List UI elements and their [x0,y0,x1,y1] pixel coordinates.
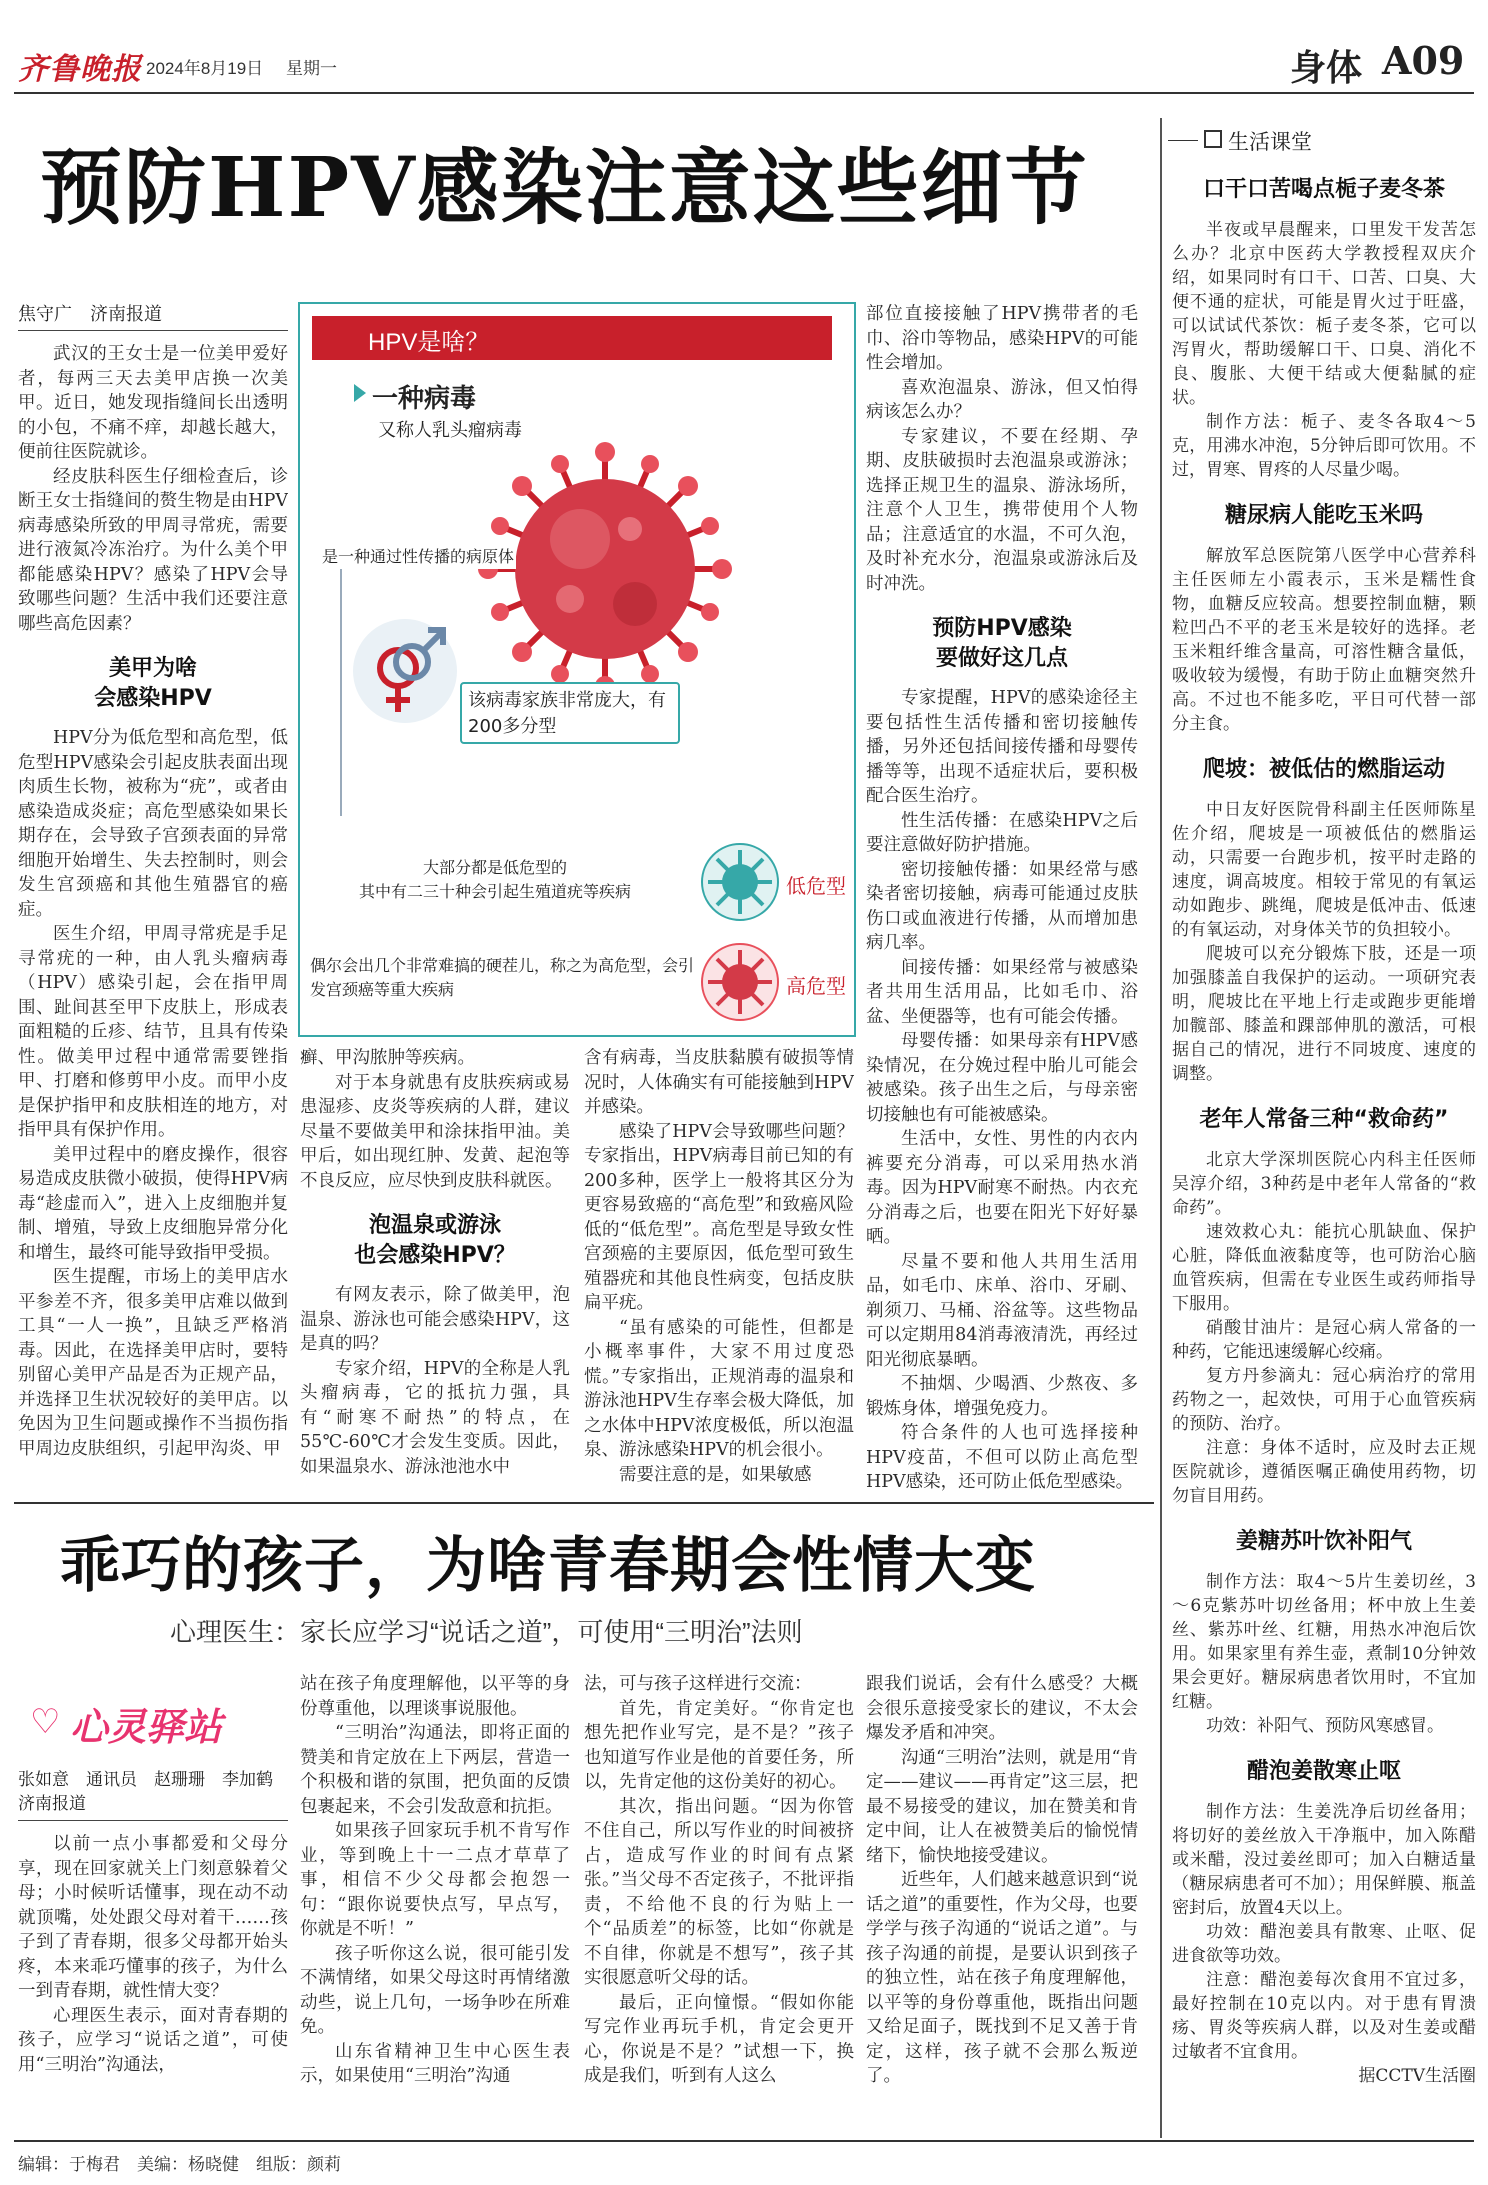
paragraph: 注意：身体不适时，应及时去正规医院就诊，遵循医嘱正确使用药物，切勿盲目用药。 [1172,1438,1476,1506]
paragraph: 间接传播：如果经常与被感染者共用生活用品，比如毛巾、浴盆、坐便器等，也有可能会传播。 [866,957,1138,1027]
paragraph: 医生介绍，甲周寻常疣是手足寻常疣的一种，由人乳头瘤病毒（HPV）感染引起，会在指甲周围、趾间甚至甲下皮肤上，形成表面粗糙的丘疹、结节，且具有传染性。做美甲过程中通常需要锉指甲、打磨和修剪甲小皮。而甲小皮是保护指甲和皮肤相连的地方，对指甲具有保护作用。 [18,924,288,1140]
paragraph: 部位直接接触了HPV携带者的毛巾、浴巾等物品，感染HPV的可能性会增加。 [866,304,1138,373]
paragraph: 以前一点小事都爱和父母分享，现在回家就关上门刻意躲着父母；小时候听话懂事，现在动不动就顶嘴，处处跟父母对着干……孩子到了青春期，很多父母都开始头疼，本来乖巧懂事的孩子，为什么一到青春期，就性情大变？ [18,1834,288,2001]
paragraph: 符合条件的人也可选择接种HPV疫苗，不但可以防止高危型HPV感染，还可防止低危型感染。 [866,1423,1138,1492]
sidebar-section-label: 生活课堂 [1228,131,1312,154]
paragraph: 复方丹参滴丸：冠心病治疗的常用药物之一，起效快，可用于心血管疾病的预防、治疗。 [1172,1366,1476,1434]
article2-subtitle: 心理医生：家长应学习“说话之道”，可使用“三明治”法则 [170,1617,803,1647]
paragraph: 密切接触传播：如果经常与感染者密切接触，病毒可能通过皮肤伤口或血液进行传播，从而增加患病几率。 [866,859,1138,953]
masthead-rule [14,92,1474,94]
sidebar-header-rule [1168,140,1198,141]
square-icon [1204,130,1222,148]
paragraph: 感染了HPV会导致哪些问题？专家指出，HPV病毒目前已知的有200多种，医学上一般将其区分为更容易致癌的“高危型”和致癌风险低的“低危型”。高危型是导致女性宫颈癌的主要原因，低危型可致生殖器疣和其他良性病变，包括皮肤扁平疣。 [584,1121,854,1313]
paragraph: 站在孩子角度理解他，以平等的身份尊重他，以理谈事说服他。 [300,1674,570,1719]
paragraph: 生活中，女性、男性的内衣内裤要充分消毒，可以采用热水消毒。因为HPV耐寒不耐热。内衣充分消毒之后，也要在阳光下好好暴晒。 [866,1129,1138,1247]
paragraph: 硝酸甘油片：是冠心病人常备的一种药，它能迅速缓解心绞痛。 [1172,1318,1476,1362]
article2-col4 [866,1672,1138,2132]
paragraph: 心理医生表示，面对青春期的孩子，应学习“说话之道”，可使用“三明治”沟通法， [18,2005,288,2075]
paragraph: 中日友好医院骨科副主任医师陈星佐介绍，爬坡是一项被低估的燃脂运动，只需要一台跑步机，按平时走路的速度，调高坡度。相较于常见的有氧运动如跑步、跳绳，爬坡是低冲击、低速的有氧运动，对身体关节的负担较小。 [1172,800,1476,940]
paragraph: 山东省精神卫生中心医生表示，如果使用“三明治”沟通 [300,2041,570,2086]
paragraph: 有网友表示，除了做美甲，泡温泉、游泳也可能会感染HPV，这是真的吗？ [300,1285,570,1354]
pathogen-label: 是一种通过性传播的病原体 [320,542,516,569]
paragraph: “虽有感染的可能性，但都是小概率事件，大家不用过度恐慌。”专家指出，正规消毒的温泉和游泳池HPV生存率会极大降低，加之水体中HPV浓度极低，所以泡温泉、游泳感染HPV的机会很小。 [584,1317,854,1460]
paragraph: 制作方法：取4～5片生姜切丝，3～6克紫苏叶切丝备用；杯中放上生姜丝、紫苏叶丝、红糖，用热水冲泡后饮用。如果家里有养生壶，煮制10分钟效果会更好。糖尿病患者饮用时，不宜加红糖。 [1172,1572,1476,1712]
article-divider [14,1502,1154,1504]
paragraph: 首先，肯定美好。“你肯定也想先把作业写完，是不是？”孩子也知道写作业是他的首要任务，所以，先肯定他的这份美好的初心。 [584,1698,854,1792]
infographic-point1-sub: 又称人乳头瘤病毒 [378,420,522,441]
subhead: 美甲为啥 会感染HPV [94,656,212,711]
article1-byline: 焦守广 济南报道 [18,300,288,331]
sidebar-item-title: 糖尿病人能吃玉米吗 [1224,503,1423,528]
issue-date: 2024年8月19日 [146,59,264,78]
paragraph: 注意：醋泡姜每次食用不宜过多，最好控制在10克以内。对于患有胃溃疡、胃炎等疾病人群，以及对生姜或醋过敏者不宜食用。 [1172,1970,1476,2062]
lowrisk-virus-icon [700,842,780,922]
paragraph: 解放军总医院第八医学中心营养科主任医师左小霞表示，玉米是糯性食物，血糖反应较高。想要控制血糖，颗粒凹凸不平的老玉米是较好的选择。老玉米粗纤维含量高，可溶性糖含量低，吸收较为缓慢，有助于防止血糖突然升高。不过也不能多吃，平日可代替一部分主食。 [1172,546,1476,734]
paragraph: 癣、甲沟脓肿等疾病。 [300,1048,475,1068]
paragraph: 经皮肤科医生仔细检查后，诊断王女士指缝间的赘生物是由HPV病毒感染所致的甲周寻常疣，需要进行液氮冷冻治疗。为什么美个甲都能感染HPV？感染了HPV会导致哪些问题？生活中我们还要注意哪些高危因素？ [18,466,288,634]
highrisk-virus-icon [700,942,780,1022]
pathogen-line [340,566,342,816]
sidebar-body [1172,160,1476,2110]
page-number: A09 [1382,38,1465,83]
heart-icon: ♡ [30,1702,61,1742]
paragraph: 不抽烟、少喝酒、少熬夜、多锻炼身体，增强免疫力。 [866,1374,1138,1419]
virus-illustration [440,434,770,704]
paragraph: 制作方法：生姜洗净后切丝备用；将切好的姜丝放入干净瓶中，加入陈醋或米醋，没过姜丝即可；加入白糖适量（糖尿病患者可不加）；用保鲜膜、瓶盖密封后，放置4天以上。 [1172,1802,1476,1918]
article1-col2 [300,1046,570,1492]
paragraph: 武汉的王女士是一位美甲爱好者，每两三天去美甲店换一次美甲。近日，她发现指缝间长出透明的小包，不痛不痒，却越长越大，便前往医院就诊。 [18,344,288,462]
article2-col3 [584,1672,854,2132]
paragraph: 沟通“三明治”法则，就是用“肯定——建议——再肯定”这三层，把最不易接受的建议，加在赞美和肯定中间，让人在被赞美后的愉悦情绪下，愉快地接受建议。 [866,1747,1138,1866]
paragraph: HPV分为低危型和高危型，低危型HPV感染会引起皮肤表面出现肉质生长物，被称为“疣”，或者由感染造成炎症；高危型感染如果长期存在，会导致子宫颈表面的异常细胞开始增生、失去控制时，则会发生宫颈癌和其他生殖器官的癌症。 [18,728,288,920]
paragraph: 最后，正向憧憬。“假如你能写完作业再玩手机，肯定会更开心，你说是不是？”试想一下，换成是我们，听到有人这么 [584,1992,854,2086]
paragraph: 功效：补阳气、预防风寒感冒。 [1206,1716,1444,1736]
paragraph: 对于本身就患有皮肤疾病或易患湿疹、皮炎等疾病的人群，建议尽量不要做美甲和涂抹指甲油。美甲后，如出现红肿、发黄、起泡等不良反应，应尽快到皮肤科就医。 [300,1072,570,1191]
lowrisk-tag: 低危型 [786,874,846,898]
article2-col2 [300,1672,570,2132]
paragraph: 含有病毒，当皮肤黏膜有破损等情况时，人体确实有可能接触到HPV并感染。 [584,1048,854,1117]
sidebar-source: 据CCTV生活圈 [1358,2066,1476,2086]
paragraph: 制作方法：栀子、麦冬各取4～5克，用沸水冲泡，5分钟后即可饮用。不过，胃寒、胃疼的人尽量少喝。 [1172,412,1476,480]
paragraph: 尽量不要和他人共用生活用品，如毛巾、床单、浴巾、牙刷、剃须刀、马桶、浴盆等。这些物品可以定期用84消毒液清洗，再经过阳光彻底暴晒。 [866,1251,1138,1370]
paper-logo: 齐鲁晚报 [18,52,142,87]
section-name: 身体 [1290,47,1363,89]
paragraph: 北京大学深圳医院心内科主任医师吴淳介绍，3种药是中老年人常备的“救命药”。 [1172,1150,1476,1218]
sidebar-header [1168,126,1478,156]
paragraph: 美甲过程中的磨皮操作，很容易造成皮肤微小破损，使得HPV病毒“趁虚而入”，进入上皮细胞并复制、增殖，导致上皮细胞异常分化和增生，最终可能导致指甲受损。 [18,1144,288,1263]
article1-col1 [18,342,288,1492]
triangle-bullet-icon [354,384,366,402]
issue-weekday: 星期一 [286,59,337,78]
paragraph: 近些年，人们越来越意识到“说话之道”的重要性，作为父母，也要学学与孩子沟通的“说话之道”。与孩子沟通的前提，是要认识到孩子的独立性，站在孩子角度理解他，以平等的身份尊重他，既指出问题又给足面子，既找到不足又善于肯定，这样，孩子就不会那么叛逆了。 [866,1870,1138,2086]
footer-credits: 编辑：于梅君 美编：杨晓健 组版：颜莉 [18,2155,341,2174]
paragraph: 速效救心丸：能抗心肌缺血、保护心脏，降低血液黏度等，也可防治心脑血管疾病，但需在专业医生或药师指导下服用。 [1172,1222,1476,1314]
sidebar-item-title: 爬坡：被低估的燃脂运动 [1202,757,1445,782]
infographic-point1: 一种病毒 [372,384,477,414]
sidebar-item-title: 口干口苦喝点栀子麦冬茶 [1202,177,1445,202]
paragraph: 性生活传播：在感染HPV之后要注意做好防护措施。 [866,810,1138,855]
gender-symbol-icon [350,616,460,726]
paragraph: 功效：醋泡姜具有散寒、止呕、促进食欲等功效。 [1172,1922,1476,1966]
paragraph: 爬坡可以充分锻炼下肢，还是一项加强膝盖自我保护的运动。一项研究表明，爬坡比在平地上行走或跑步更能增加髋部、膝盖和踝部伸肌的激活，可根据自己的情况，进行不同坡度、速度的调整。 [1172,944,1476,1084]
family-label: 该病毒家族非常庞大，有200多分型 [468,690,666,737]
highrisk-text: 偶尔会出几个非常难搞的硬茬儿，称之为高危型，会引发宫颈癌等重大疾病 [310,956,695,999]
paragraph: 半夜或早晨醒来，口里发干发苦怎么办？北京中医药大学教授程双庆介绍，如果同时有口干、口苦、口臭、大便不通的症状，可能是胃火过于旺盛，可以试试代茶饮：栀子麦冬茶，它可以泻胃火，帮助缓解口干、口臭、消化不良、腹胀、大便干结或大便黏腻的症状。 [1172,220,1476,408]
paragraph: 专家介绍，HPV的全称是人乳头瘤病毒，它的抵抗力强，具有“耐寒不耐热”的特点，在55℃-60℃才会发生变质。因此，如果温泉水、游泳池池水中 [300,1358,570,1477]
paragraph: 跟我们说话，会有什么感受？大概会很乐意接受家长的建议，不太会爆发矛盾和冲突。 [866,1674,1138,1743]
paragraph: 医生提醒，市场上的美甲店水平参差不齐，很多美甲店难以做到工具“一人一换”，且缺乏严格消毒。因此，在选择美甲店时，要特别留心美甲产品是否为正规产品，并选择卫生状况较好的美甲店。以免因为卫生问题或操作不当损伤指甲周边皮肤组织，引起甲沟炎、甲 [18,1267,288,1459]
hpv-infographic [298,302,856,1037]
article1-col4 [866,302,1138,1492]
column-logo [30,1690,260,1749]
article2-col1 [18,1832,288,2132]
lowrisk-text: 大部分都是低危型的 其中有二三十种会引起生殖道疣等疾病 [358,858,631,901]
infographic-title: HPV是啥？ [368,329,490,356]
paragraph: 需要注意的是，如果敏感 [619,1464,812,1485]
paragraph: 专家建议，不要在经期、孕期、皮肤破损时去泡温泉或游泳；选择正规卫生的温泉、游泳场所，注意个人卫生，携带使用个人物品；注意适宜的水温，不可久泡，及时补充水分，泡温泉或游泳后及时冲洗。 [866,426,1138,594]
paragraph: 孩子听你这么说，很可能引发不满情绪，如果父母这时再情绪激动些，说上几句，一场争吵在所难免。 [300,1943,570,2037]
paragraph: 其次，指出问题。“因为你管不住自己，所以写作业的时间被挤占，造成写作业的时间有点紧张。”当父母不否定孩子，不批评指责，不给他不良的行为贴上一个“品质差”的标签，比如“你就是不自律，你就是不想写”，孩子其实很愿意听父母的话。 [584,1796,854,1988]
sidebar-item-title: 老年人常备三种“救命药” [1199,1107,1449,1132]
footer-rule [14,2140,1474,2142]
paragraph: 法，可与孩子这样进行交流： [584,1674,812,1694]
paragraph: 母婴传播：如果母亲有HPV感染情况，在分娩过程中胎儿可能会被感染。孩子出生之后，与母亲密切接触也有可能被感染。 [866,1031,1138,1125]
paragraph: 专家提醒，HPV的感染途径主要包括性生活传播和密切接触传播，另外还包括间接传播和母婴传播等等，出现不适症状后，要积极配合医生治疗。 [866,688,1138,806]
article2-headline: 乖巧的孩子，为啥青春期会性情大变 [60,1531,1036,1601]
article1-col3 [584,1046,854,1492]
sidebar-border [1160,118,1162,2138]
column-logo-text: 心灵驿站 [70,1704,223,1749]
paragraph: 如果孩子回家玩手机不肯写作业，等到晚上十一二点才草草了事，相信不少父母都会抱怨一句：“跟你说要快点写，早点写，你就是不听！” [300,1821,570,1939]
paragraph: “三明治”沟通法，即将正面的赞美和肯定放在上下两层，营造一个积极和谐的氛围，把负面的反馈包裹起来，不会引发敌意和抗拒。 [300,1723,570,1817]
virus-icon [478,442,732,696]
highrisk-tag: 高危型 [786,974,846,998]
sidebar-item-title: 姜糖苏叶饮补阳气 [1235,1529,1412,1554]
sidebar-item-title: 醋泡姜散寒止呕 [1246,1759,1401,1784]
subhead: 预防HPV感染 要做好这几点 [932,616,1072,671]
article2-byline: 张如意 通讯员 赵珊珊 李加鹤 济南报道 [18,1768,288,1821]
paragraph: 喜欢泡温泉、游泳，但又怕得病该怎么办？ [866,377,1138,422]
subhead: 泡温泉或游泳 也会感染HPV？ [354,1213,516,1268]
article1-headline: 预防HPV感染注意这些细节 [40,140,1089,236]
masthead [0,0,1488,100]
